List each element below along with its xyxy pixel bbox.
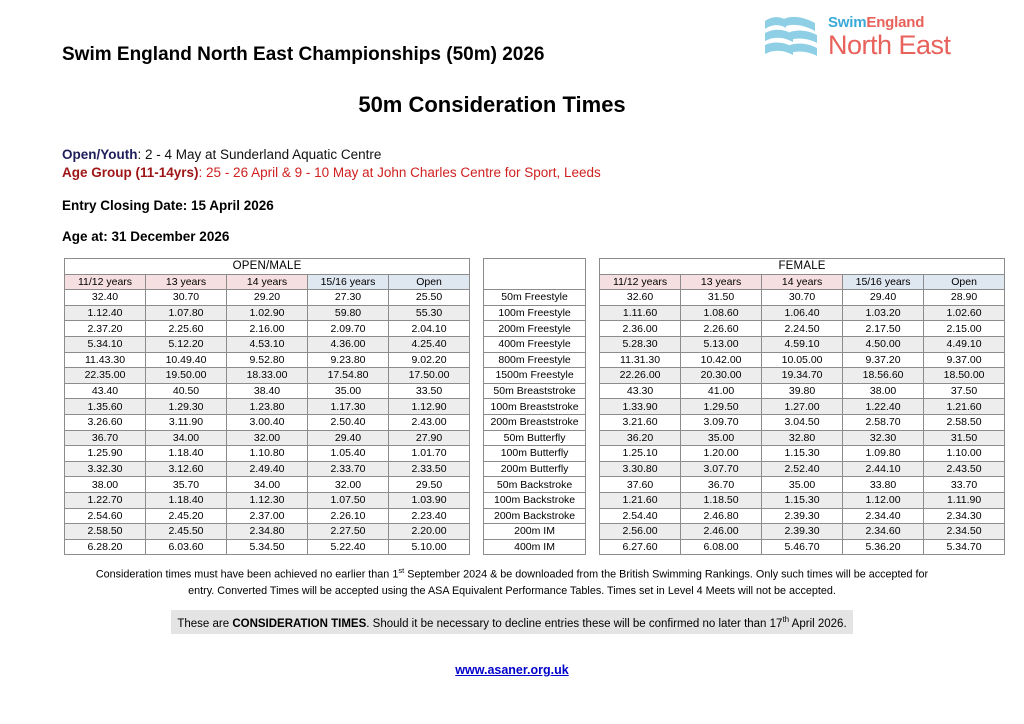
female-time-cell: 1.33.90: [600, 399, 681, 415]
male-time-cell: 43.40: [65, 383, 146, 399]
male-time-cell: 2.45.20: [146, 508, 227, 524]
female-time-cell: 32.60: [600, 290, 681, 306]
male-age-header-4: Open: [389, 274, 470, 290]
table-row: [65, 336, 1005, 352]
female-time-cell: 2.39.30: [762, 508, 843, 524]
gap-cell: [586, 446, 600, 462]
female-time-cell: 3.30.80: [600, 461, 681, 477]
gap-left: [470, 259, 484, 275]
female-time-cell: 32.80: [762, 430, 843, 446]
male-time-cell: 2.23.40: [389, 508, 470, 524]
consideration-times-table: [64, 258, 1005, 555]
female-time-cell: 5.13.00: [681, 336, 762, 352]
male-time-cell: 2.26.10: [308, 508, 389, 524]
gap-cell: [470, 352, 484, 368]
male-time-cell: 1.29.30: [146, 399, 227, 415]
table-body: [65, 290, 1005, 555]
male-group-header: OPEN/MALE: [65, 259, 470, 275]
female-time-cell: 2.34.50: [924, 524, 1005, 540]
female-time-cell: 39.80: [762, 383, 843, 399]
male-time-cell: 40.50: [146, 383, 227, 399]
table-row: [65, 305, 1005, 321]
table-row: [65, 539, 1005, 555]
female-time-cell: 2.46.80: [681, 508, 762, 524]
notice-part-1: These are: [177, 617, 233, 630]
male-time-cell: 3.11.90: [146, 414, 227, 430]
male-time-cell: 3.32.30: [65, 461, 146, 477]
female-time-cell: 2.52.40: [762, 461, 843, 477]
gap-cell: [586, 524, 600, 540]
male-time-cell: 1.03.90: [389, 492, 470, 508]
gap-cell: [470, 508, 484, 524]
event-name-cell: 100m Butterfly: [484, 446, 586, 462]
male-time-cell: 2.50.40: [308, 414, 389, 430]
gap-cell: [586, 492, 600, 508]
swim-wave-icon: [762, 14, 820, 60]
male-time-cell: 2.45.50: [146, 524, 227, 540]
group-header-row: [65, 259, 1005, 275]
male-time-cell: 34.00: [146, 430, 227, 446]
male-time-cell: 1.02.90: [227, 305, 308, 321]
female-time-cell: 6.27.60: [600, 539, 681, 555]
male-age-header-0: 11/12 years: [65, 274, 146, 290]
female-age-header-1: 13 years: [681, 274, 762, 290]
male-time-cell: 2.09.70: [308, 321, 389, 337]
female-time-cell: 2.36.00: [600, 321, 681, 337]
open-youth-detail: : 2 - 4 May at Sunderland Aquatic Centre: [137, 147, 382, 162]
male-time-cell: 32.00: [308, 477, 389, 493]
female-time-cell: 1.25.10: [600, 446, 681, 462]
event-name-cell: 400m Freestyle: [484, 336, 586, 352]
male-time-cell: 1.07.80: [146, 305, 227, 321]
table-row: [65, 492, 1005, 508]
consideration-notice: [171, 610, 852, 634]
male-age-header-2: 14 years: [227, 274, 308, 290]
female-time-cell: 36.20: [600, 430, 681, 446]
male-time-cell: 27.90: [389, 430, 470, 446]
female-time-cell: 5.36.20: [843, 539, 924, 555]
gap-cell: [586, 290, 600, 306]
female-time-cell: 1.11.60: [600, 305, 681, 321]
event-name-cell: 200m Backstroke: [484, 508, 586, 524]
open-youth-line: [62, 146, 601, 164]
male-time-cell: 3.26.60: [65, 414, 146, 430]
male-time-cell: 9.52.80: [227, 352, 308, 368]
gap-cell: [586, 352, 600, 368]
female-time-cell: 2.34.30: [924, 508, 1005, 524]
gap-cell: [586, 430, 600, 446]
male-time-cell: 29.20: [227, 290, 308, 306]
table-row: [65, 430, 1005, 446]
event-name-cell: 400m IM: [484, 539, 586, 555]
male-time-cell: 1.35.60: [65, 399, 146, 415]
female-time-cell: 2.34.40: [843, 508, 924, 524]
male-time-cell: 1.05.40: [308, 446, 389, 462]
female-time-cell: 2.54.40: [600, 508, 681, 524]
male-time-cell: 1.12.40: [65, 305, 146, 321]
gap-cell: [586, 477, 600, 493]
female-time-cell: 10.42.00: [681, 352, 762, 368]
male-time-cell: 3.12.60: [146, 461, 227, 477]
age-group-label: Age Group (11-14yrs): [62, 165, 199, 180]
table-row: [65, 414, 1005, 430]
gap-cell: [470, 383, 484, 399]
male-time-cell: 2.33.70: [308, 461, 389, 477]
notice-superscript-th: th: [782, 615, 790, 624]
male-time-cell: 29.50: [389, 477, 470, 493]
female-time-cell: 1.12.00: [843, 492, 924, 508]
female-time-cell: 37.50: [924, 383, 1005, 399]
male-time-cell: 19.50.00: [146, 368, 227, 384]
event-name-cell: 200m Freestyle: [484, 321, 586, 337]
female-time-cell: 2.17.50: [843, 321, 924, 337]
female-age-header-3: 15/16 years: [843, 274, 924, 290]
event-name-cell: 200m Butterfly: [484, 461, 586, 477]
event-name-cell: 200m Breaststroke: [484, 414, 586, 430]
female-time-cell: 18.50.00: [924, 368, 1005, 384]
male-time-cell: 2.20.00: [389, 524, 470, 540]
female-time-cell: 1.11.90: [924, 492, 1005, 508]
table-row: [65, 524, 1005, 540]
female-time-cell: 1.21.60: [600, 492, 681, 508]
male-time-cell: 1.18.40: [146, 446, 227, 462]
female-time-cell: 5.46.70: [762, 539, 843, 555]
male-time-cell: 2.49.40: [227, 461, 308, 477]
table-row: [65, 383, 1005, 399]
female-time-cell: 28.90: [924, 290, 1005, 306]
male-time-cell: 30.70: [146, 290, 227, 306]
event-info-block: [62, 146, 601, 182]
male-time-cell: 2.37.00: [227, 508, 308, 524]
female-time-cell: 37.60: [600, 477, 681, 493]
gap-cell: [586, 508, 600, 524]
female-time-cell: 1.22.40: [843, 399, 924, 415]
notice-emphasis: CONSIDERATION TIMES: [232, 617, 367, 630]
female-time-cell: 2.15.00: [924, 321, 1005, 337]
gap-cell: [470, 461, 484, 477]
table-row: [65, 477, 1005, 493]
female-time-cell: 1.06.40: [762, 305, 843, 321]
female-time-cell: 1.20.00: [681, 446, 762, 462]
female-time-cell: 41.00: [681, 383, 762, 399]
female-time-cell: 31.50: [924, 430, 1005, 446]
female-time-cell: 19.34.70: [762, 368, 843, 384]
footnote-part-1: Consideration times must have been achieved no earlier than 1: [95, 568, 399, 581]
consideration-notice-wrapper: [0, 610, 1024, 634]
female-time-cell: 38.00: [843, 383, 924, 399]
male-time-cell: 38.40: [227, 383, 308, 399]
male-time-cell: 6.03.60: [146, 539, 227, 555]
gap-cell: [470, 430, 484, 446]
female-time-cell: 31.50: [681, 290, 762, 306]
page-subtitle: 50m Consideration Times: [358, 92, 626, 117]
gap-right: [586, 259, 600, 275]
female-time-cell: 43.30: [600, 383, 681, 399]
event-name-cell: 100m Backstroke: [484, 492, 586, 508]
female-time-cell: 29.40: [843, 290, 924, 306]
male-age-header-3: 15/16 years: [308, 274, 389, 290]
male-time-cell: 27.30: [308, 290, 389, 306]
female-time-cell: 1.09.80: [843, 446, 924, 462]
gap-cell: [586, 461, 600, 477]
male-time-cell: 2.33.50: [389, 461, 470, 477]
male-time-cell: 1.12.30: [227, 492, 308, 508]
female-time-cell: 6.08.00: [681, 539, 762, 555]
male-time-cell: 1.12.90: [389, 399, 470, 415]
female-time-cell: 2.46.00: [681, 524, 762, 540]
female-time-cell: 2.56.00: [600, 524, 681, 540]
male-time-cell: 1.01.70: [389, 446, 470, 462]
age-group-line: [62, 164, 601, 182]
table-row: [65, 446, 1005, 462]
male-time-cell: 55.30: [389, 305, 470, 321]
notice-part-2: . Should it be necessary to decline entries these will be confirmed no later than 17: [366, 617, 783, 630]
female-time-cell: 2.58.50: [924, 414, 1005, 430]
event-name-cell: 50m Freestyle: [484, 290, 586, 306]
female-time-cell: 4.50.00: [843, 336, 924, 352]
female-time-cell: 1.10.00: [924, 446, 1005, 462]
female-time-cell: 3.21.60: [600, 414, 681, 430]
female-age-header-0: 11/12 years: [600, 274, 681, 290]
male-time-cell: 3.00.40: [227, 414, 308, 430]
male-time-cell: 2.37.20: [65, 321, 146, 337]
gap-cell: [586, 539, 600, 555]
gap-cell: [470, 446, 484, 462]
female-time-cell: 5.34.70: [924, 539, 1005, 555]
logo-line-swim-england: [828, 15, 951, 30]
event-name-cell: 50m Butterfly: [484, 430, 586, 446]
male-time-cell: 9.02.20: [389, 352, 470, 368]
male-time-cell: 25.50: [389, 290, 470, 306]
female-time-cell: 1.21.60: [924, 399, 1005, 415]
female-time-cell: 5.28.30: [600, 336, 681, 352]
gap-cell: [470, 368, 484, 384]
female-time-cell: 2.39.30: [762, 524, 843, 540]
male-time-cell: 38.00: [65, 477, 146, 493]
gap-cell: [470, 539, 484, 555]
male-time-cell: 1.10.80: [227, 446, 308, 462]
logo-region-text: North East: [828, 30, 951, 60]
female-time-cell: 33.70: [924, 477, 1005, 493]
gap-cell: [586, 321, 600, 337]
male-time-cell: 2.34.80: [227, 524, 308, 540]
male-time-cell: 2.54.60: [65, 508, 146, 524]
event-name-cell: 50m Breaststroke: [484, 383, 586, 399]
logo-england-text: England: [866, 14, 925, 31]
gap-cell: [586, 368, 600, 384]
female-time-cell: 4.59.10: [762, 336, 843, 352]
female-time-cell: 30.70: [762, 290, 843, 306]
gap-cell: [586, 336, 600, 352]
female-time-cell: 22.26.00: [600, 368, 681, 384]
table-head: [65, 259, 1005, 290]
gap-right-2: [586, 274, 600, 290]
male-time-cell: 5.34.50: [227, 539, 308, 555]
gap-cell: [470, 321, 484, 337]
gap-cell: [470, 477, 484, 493]
male-time-cell: 2.58.50: [65, 524, 146, 540]
page-title: Swim England North East Championships (50m) 2026: [62, 44, 545, 65]
male-time-cell: 17.54.80: [308, 368, 389, 384]
event-name-cell: 1500m Freestyle: [484, 368, 586, 384]
female-time-cell: 1.08.60: [681, 305, 762, 321]
male-time-cell: 5.12.20: [146, 336, 227, 352]
event-name-cell: 100m Breaststroke: [484, 399, 586, 415]
female-time-cell: 35.00: [681, 430, 762, 446]
male-time-cell: 1.23.80: [227, 399, 308, 415]
male-time-cell: 2.04.10: [389, 321, 470, 337]
female-time-cell: 1.29.50: [681, 399, 762, 415]
website-link[interactable]: www.asaner.org.uk: [455, 663, 569, 677]
female-time-cell: 35.00: [762, 477, 843, 493]
male-time-cell: 34.00: [227, 477, 308, 493]
gap-cell: [470, 336, 484, 352]
table-row: [65, 368, 1005, 384]
female-time-cell: 1.15.30: [762, 492, 843, 508]
female-time-cell: 1.02.60: [924, 305, 1005, 321]
event-name-cell: 100m Freestyle: [484, 305, 586, 321]
female-time-cell: 9.37.20: [843, 352, 924, 368]
gap-cell: [470, 524, 484, 540]
male-time-cell: 17.50.00: [389, 368, 470, 384]
female-time-cell: 3.09.70: [681, 414, 762, 430]
male-time-cell: 6.28.20: [65, 539, 146, 555]
male-time-cell: 2.25.60: [146, 321, 227, 337]
age-at-date: Age at: 31 December 2026: [62, 229, 230, 244]
gap-left-2: [470, 274, 484, 290]
female-time-cell: 20.30.00: [681, 368, 762, 384]
table-row: [65, 321, 1005, 337]
male-time-cell: 32.40: [65, 290, 146, 306]
female-time-cell: 1.27.00: [762, 399, 843, 415]
gap-cell: [470, 290, 484, 306]
male-time-cell: 2.43.00: [389, 414, 470, 430]
male-time-cell: 22.35.00: [65, 368, 146, 384]
entry-closing-date: Entry Closing Date: 15 April 2026: [62, 198, 274, 213]
female-time-cell: 3.04.50: [762, 414, 843, 430]
female-time-cell: 18.56.60: [843, 368, 924, 384]
table-row: [65, 399, 1005, 415]
event-name-cell: 50m Backstroke: [484, 477, 586, 493]
female-time-cell: 33.80: [843, 477, 924, 493]
gap-cell: [470, 414, 484, 430]
male-time-cell: 10.49.40: [146, 352, 227, 368]
female-time-cell: 3.07.70: [681, 461, 762, 477]
female-time-cell: 10.05.00: [762, 352, 843, 368]
male-time-cell: 4.36.00: [308, 336, 389, 352]
gap-cell: [470, 399, 484, 415]
gap-cell: [586, 399, 600, 415]
female-time-cell: 1.03.20: [843, 305, 924, 321]
female-time-cell: 1.15.30: [762, 446, 843, 462]
male-time-cell: 35.00: [308, 383, 389, 399]
event-column-header: [484, 259, 586, 290]
female-time-cell: 2.43.50: [924, 461, 1005, 477]
gap-cell: [586, 414, 600, 430]
male-time-cell: 2.27.50: [308, 524, 389, 540]
table-row: [65, 461, 1005, 477]
website-link-wrapper[interactable]: [0, 663, 1024, 677]
logo-swim-text: Swim: [828, 14, 867, 31]
table-row: [65, 290, 1005, 306]
table-row: [65, 508, 1005, 524]
gap-cell: [470, 492, 484, 508]
female-time-cell: 2.26.60: [681, 321, 762, 337]
notice-part-3: April 2026.: [789, 617, 847, 630]
male-time-cell: 4.53.10: [227, 336, 308, 352]
male-time-cell: 1.22.70: [65, 492, 146, 508]
male-time-cell: 36.70: [65, 430, 146, 446]
table-row: [65, 352, 1005, 368]
male-time-cell: 33.50: [389, 383, 470, 399]
age-group-detail: : 25 - 26 April & 9 - 10 May at John Charles Centre for Sport, Leeds: [198, 165, 601, 180]
swim-england-north-east-logo: [762, 8, 992, 66]
male-time-cell: 35.70: [146, 477, 227, 493]
female-age-header-4: Open: [924, 274, 1005, 290]
male-age-header-1: 13 years: [146, 274, 227, 290]
gap-cell: [470, 305, 484, 321]
male-time-cell: 11.43.30: [65, 352, 146, 368]
male-time-cell: 9.23.80: [308, 352, 389, 368]
open-youth-label: Open/Youth: [62, 147, 138, 162]
male-time-cell: 1.25.90: [65, 446, 146, 462]
female-time-cell: 11.31.30: [600, 352, 681, 368]
male-time-cell: 5.22.40: [308, 539, 389, 555]
male-time-cell: 5.34.10: [65, 336, 146, 352]
male-time-cell: 1.17.30: [308, 399, 389, 415]
female-time-cell: 36.70: [681, 477, 762, 493]
event-name-cell: 800m Freestyle: [484, 352, 586, 368]
female-time-cell: 1.18.50: [681, 492, 762, 508]
consideration-times-footnote: [82, 563, 942, 599]
male-time-cell: 32.00: [227, 430, 308, 446]
male-time-cell: 4.25.40: [389, 336, 470, 352]
female-time-cell: 32.30: [843, 430, 924, 446]
female-group-header: FEMALE: [600, 259, 1005, 275]
female-time-cell: 9.37.00: [924, 352, 1005, 368]
male-time-cell: 5.10.00: [389, 539, 470, 555]
female-time-cell: 2.58.70: [843, 414, 924, 430]
event-name-cell: 200m IM: [484, 524, 586, 540]
female-age-header-2: 14 years: [762, 274, 843, 290]
female-time-cell: 2.24.50: [762, 321, 843, 337]
footnote-superscript-st: st: [398, 566, 405, 575]
gap-cell: [586, 383, 600, 399]
logo-wordmark: [828, 15, 951, 59]
female-time-cell: 4.49.10: [924, 336, 1005, 352]
male-time-cell: 1.07.50: [308, 492, 389, 508]
male-time-cell: 59.80: [308, 305, 389, 321]
male-time-cell: 18.33.00: [227, 368, 308, 384]
female-time-cell: 2.44.10: [843, 461, 924, 477]
female-time-cell: 2.34.60: [843, 524, 924, 540]
male-time-cell: 1.18.40: [146, 492, 227, 508]
footnote-part-2: September 2024 & be downloaded from the British Swimming Rankings. Only such times will be accepted for entry. Converted Times will be accepted using the ASA Equivalent Performance Tables. Times set in Level 4 Meets will not be accepted.: [188, 568, 929, 597]
male-time-cell: 29.40: [308, 430, 389, 446]
male-time-cell: 2.16.00: [227, 321, 308, 337]
gap-cell: [586, 305, 600, 321]
